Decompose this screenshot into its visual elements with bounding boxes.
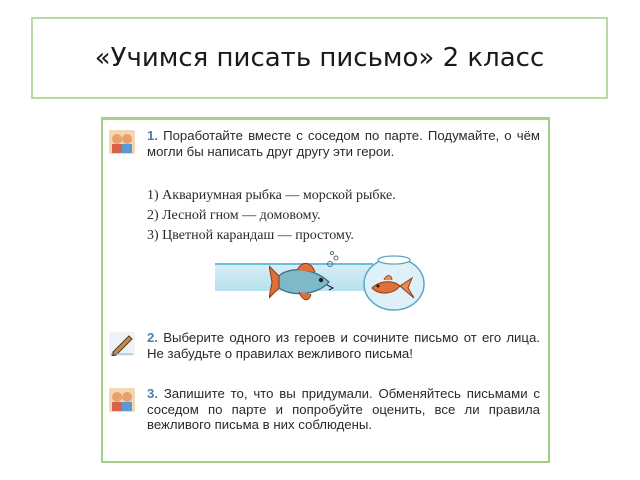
list-item: 2) Лесной гном — домовому. [147, 208, 321, 223]
task-3-number: 3. [147, 386, 158, 401]
pencil-write-icon [109, 332, 135, 356]
pair-work-icon [109, 388, 135, 412]
slide-title: «Учимся писать письмо» 2 класс [94, 43, 545, 73]
task-1-text [147, 128, 540, 159]
aquarium-fish-in-bowl-illustration [360, 250, 428, 312]
pair-work-icon [109, 130, 135, 154]
list-item: 1) Аквариумная рыбка — морской рыбке. [147, 188, 396, 203]
task-2-body: Выберите одного из героев и сочините письмо от его лица. Не забудьте о правилах вежливого письма! [147, 330, 540, 361]
bubbles-icon [326, 250, 342, 268]
task-2-text [147, 330, 540, 361]
task-2-number: 2. [147, 330, 158, 345]
task-1-list [147, 186, 540, 246]
slide-title-frame [31, 17, 608, 99]
task-3-text [147, 386, 540, 433]
list-item: 3) Цветной карандаш — простому. [147, 228, 354, 243]
task-1-number: 1. [147, 128, 158, 143]
textbook-page [101, 117, 550, 463]
task-3-body: Запишите то, что вы придумали. Обменяйтесь письмами с соседом по парте и попробуйте оценить, все ли правила вежливого письма в них соблюдены. [147, 386, 540, 433]
task-1-body: Поработайте вместе с соседом по парте. Подумайте, о чём могли бы написать друг другу эти герои. [147, 128, 540, 159]
